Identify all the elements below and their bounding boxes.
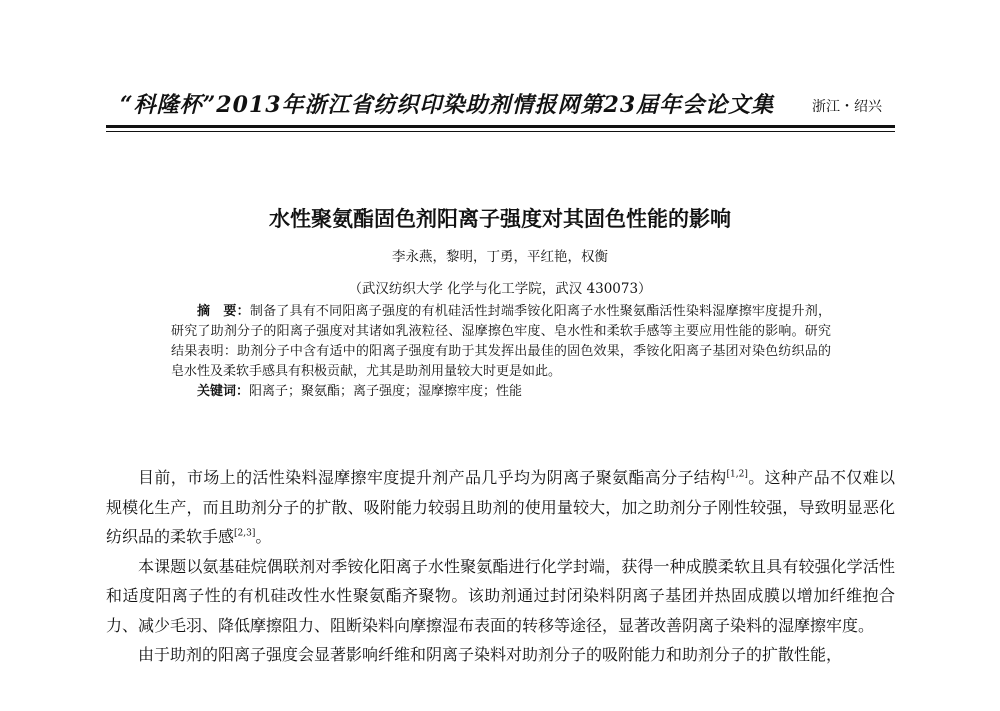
keywords-text: 阳离子；聚氨酯；离子强度；湿摩擦牢度；性能 — [249, 384, 523, 399]
keywords-label: 关键词： — [197, 384, 250, 399]
abstract-text: 制备了具有不同阳离子强度的有机硅活性封端季铵化阳离子水性聚氨酯活性染料湿摩擦牢度提升剂，研究了助剂分子的阳离子强度对其诸如乳液粒径、湿摩擦色牢度、皂水性和柔软手感等主要应用性能的影响。研究结果表明：助剂分子中含有适中的阳离子强度有助于其发挥出最佳的固色效果，季铵化阳离子基团对染色纺织品的皂水性及柔软手感具有积极贡献，尤其是助剂用量较大时更是如此。 — [171, 304, 831, 379]
author-affiliation: （武汉纺织大学 化学与化工学院，武汉 430073） — [348, 281, 652, 297]
body-paragraph-1-end: 。 — [255, 527, 272, 546]
keywords-line — [171, 382, 831, 402]
body-paragraph-1-text: 目前，市场上的活性染料湿摩擦牢度提升剂产品几乎均为阴离子聚氨酯高分子结构 — [138, 468, 727, 487]
body-paragraph-1 — [106, 463, 895, 552]
body-paragraph-2: 本课题以氨基硅烷偶联剂对季铵化阳离子水性聚氨酯进行化学封端，获得一种成膜柔软且具有较强化学活性和适度阳离子性的有机硅改性水性聚氨酯齐聚物。该助剂通过封闭染料阴离子基团并热固成膜以增加纤维抱合力、减少毛羽、降低摩擦阻力、阻断染料向摩擦湿布表面的转移等途径，显著改善阴离子染料的湿摩擦牢度。 — [106, 556, 895, 635]
proceedings-header-title: “科隆杯”2013年浙江省纺织印染助剂情报网第23届年会论文集 — [120, 92, 775, 118]
article-title: 水性聚氨酯固色剂阳离子强度对其固色性能的影响 — [269, 207, 731, 231]
proceedings-location: 浙江・绍兴 — [812, 99, 882, 115]
body-paragraph-1-text-2: 。这种产品不仅难以规模化生产，而且助剂分子的扩散、吸附能力较弱且助剂的使用量较大，加之助剂分子刚性较强，导致明显恶化纺织品的柔软手感 — [106, 468, 895, 546]
abstract-block — [171, 302, 831, 402]
author-list: 李永燕，黎明，丁勇，平红艳，权衡 — [392, 249, 608, 265]
citation-ref-2: [2,3] — [234, 528, 256, 539]
body-text — [106, 463, 895, 670]
body-paragraph-3: 由于助剂的阳离子强度会显著影响纤维和阴离子染料对助剂分子的吸附能力和助剂分子的扩散性能， — [138, 645, 843, 664]
header-rule-thin — [106, 131, 895, 132]
abstract-label: 摘 要： — [197, 304, 250, 319]
header-rule-thick — [106, 125, 895, 128]
citation-ref-1: [1,2] — [726, 469, 748, 480]
abstract-paragraph — [171, 302, 831, 382]
